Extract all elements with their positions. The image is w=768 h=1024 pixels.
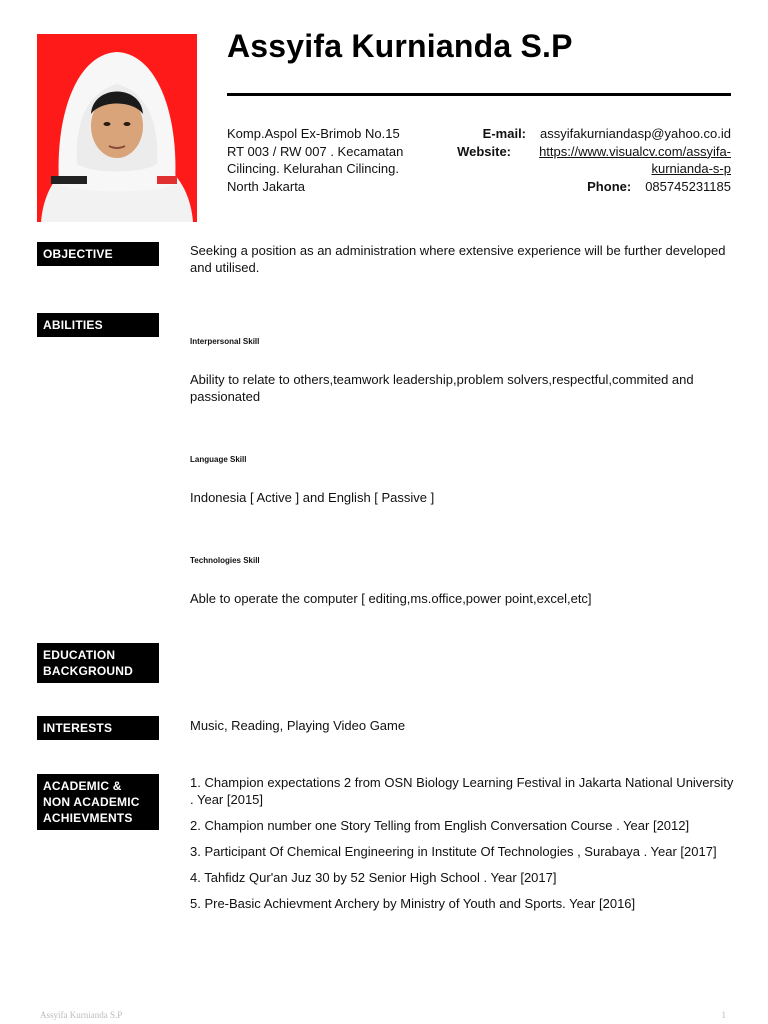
section-label-abilities: ABILITIES <box>37 313 159 337</box>
contact-block <box>431 125 731 195</box>
education-label-line: BACKGROUND <box>43 664 133 678</box>
address-line: Cilincing. Kelurahan Cilincing. <box>227 161 399 176</box>
website-link[interactable] <box>525 143 731 178</box>
address-line: RT 003 / RW 007 . Kecamatan <box>227 143 404 159</box>
objective-text: Seeking a position as an administration where extensive experience will be further developed and utilised. <box>190 243 726 275</box>
section-label-achievements <box>37 774 159 830</box>
interpersonal-skill-title: Interpersonal Skill <box>190 337 260 346</box>
portrait-illustration <box>37 34 197 222</box>
achievements-list <box>190 774 735 921</box>
education-label-line: EDUCATION <box>43 648 116 662</box>
achievements-label-line: NON ACADEMIC <box>43 795 140 809</box>
list-item: 3. Participant Of Chemical Engineering in Institute Of Technologies , Surabaya . Year [2017] <box>190 844 717 859</box>
footer-page-number: 1 <box>721 1010 726 1020</box>
address-block <box>227 125 437 195</box>
phone-label: Phone: <box>587 178 632 194</box>
email-label: E-mail: <box>482 126 527 141</box>
address-line: Komp.Aspol Ex-Brimob No.15 <box>227 126 400 141</box>
website-link-line2[interactable]: kurnianda-s-p <box>651 161 731 176</box>
technologies-skill-text: Able to operate the computer [ editing,ms.office,power point,excel,etc] <box>190 591 592 606</box>
website-label: Website: <box>457 143 511 159</box>
interpersonal-skill-text: Ability to relate to others,teamwork leadership,problem solvers,respectful,commited and passionated <box>190 372 694 404</box>
section-label-interests: INTERESTS <box>37 716 159 740</box>
website-row <box>431 143 731 178</box>
page-title: Assyifa Kurnianda S.P <box>227 28 573 64</box>
list-item: 1. Champion expectations 2 from OSN Biology Learning Festival in Jakarta National University . Year [2015] <box>190 775 734 807</box>
technologies-skill-title: Technologies Skill <box>190 556 260 565</box>
interests-text: Music, Reading, Playing Video Game <box>190 718 406 733</box>
phone-value: 085745231185 <box>645 178 731 194</box>
list-item: 2. Champion number one Story Telling from English Conversation Course . Year [2012] <box>190 818 690 833</box>
list-item: 4. Tahfidz Qur'an Juz 30 by 52 Senior High School . Year [2017] <box>190 870 557 885</box>
phone-row <box>431 178 731 196</box>
section-label-education <box>37 643 159 683</box>
footer-name: Assyifa Kurnianda S.P <box>40 1010 123 1020</box>
address-line: North Jakarta <box>227 178 306 194</box>
language-skill-text: Indonesia [ Active ] and English [ Passive ] <box>190 490 435 505</box>
achievements-label-line: ACHIEVMENTS <box>43 811 133 825</box>
profile-photo <box>37 34 197 222</box>
achievements-label-line: ACADEMIC & <box>43 779 122 793</box>
list-item: 5. Pre-Basic Achievment Archery by Ministry of Youth and Sports. Year [2016] <box>190 896 636 911</box>
website-link-line1[interactable]: https://www.visualcv.com/assyifa- <box>539 143 731 159</box>
section-label-objective: OBJECTIVE <box>37 242 159 266</box>
header-divider <box>227 93 731 96</box>
email-row <box>431 125 731 143</box>
language-skill-title: Language Skill <box>190 455 247 464</box>
email-value[interactable]: assyifakurniandasp@yahoo.co.id <box>540 126 731 141</box>
